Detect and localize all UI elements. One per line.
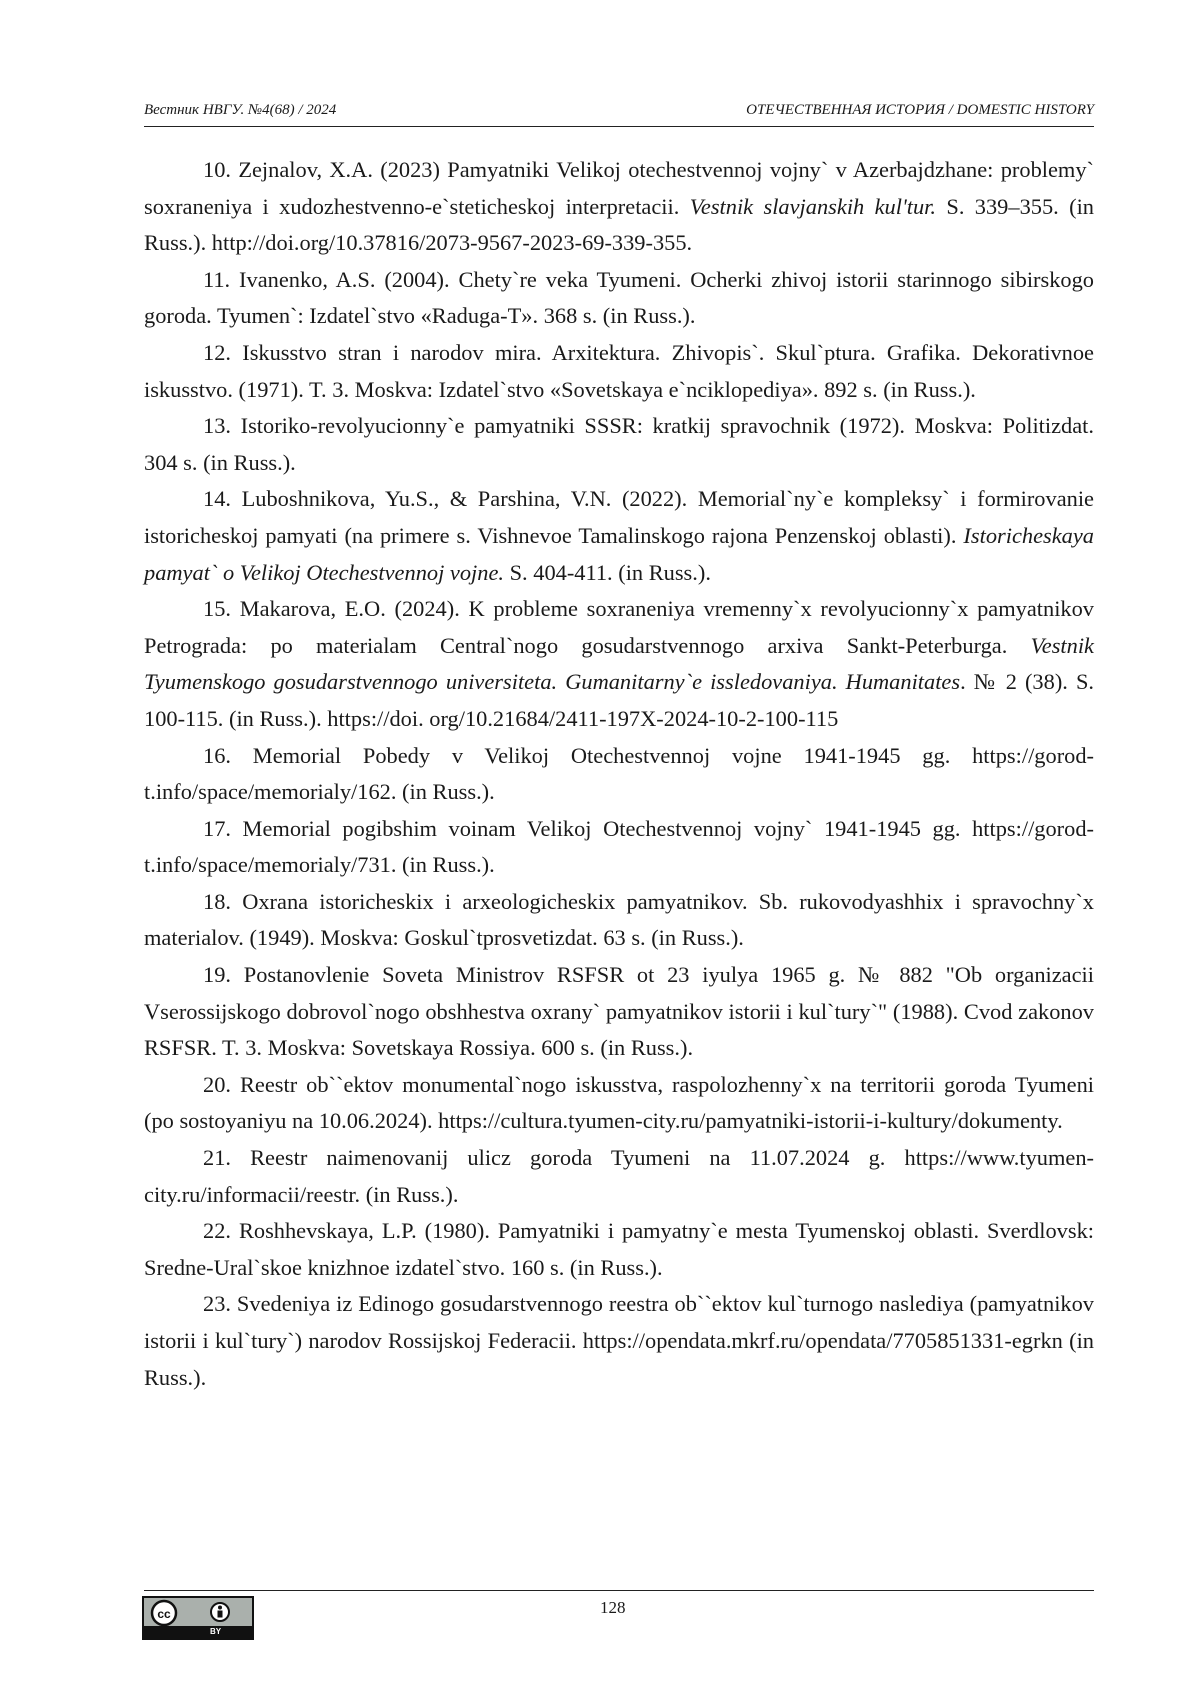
- license-by-label: BY: [210, 1627, 222, 1636]
- reference-entry: [144, 1140, 1094, 1213]
- reference-text: 19. Postanovlenie Soveta Ministrov RSFSR ot 23 iyulya 1965 g. № 882 "Ob organizacii Vserossijskogo dobrovol`nogo obshhestva oxrany` pamyatnikov istorii i kul`tury`" (1988). Cvod zakonov RSFSR. T. 3. Moskva: Sovetskaya Rossiya. 600 s. (in Russ.).: [144, 962, 1094, 1061]
- reference-text-tail: S. 339–355. (in Russ.). http://doi.org/10.37816/2073-9567-2023-69-339-355.: [144, 193, 1094, 256]
- reference-entry: [144, 884, 1094, 957]
- page-number: 128: [600, 1598, 626, 1617]
- reference-text: 23. Svedeniya iz Edinogo gosudarstvennogo reestra ob``ektov kul`turnogo naslediya (pamyatnikov istorii i kul`tury`) narodov Rossijskoj Federacii. https://opendata.mkrf.ru/opendata/7705851331-egrkn (in Russ.).: [144, 1291, 1094, 1390]
- reference-text: 15. Makarova, E.O. (2024). K probleme soxraneniya vremenny`x revolyucionny`x pamyatnikov Petrograda: po materialam Central`nogo gosudarstvennogo arxiva Sankt-Peterburga.: [144, 596, 1094, 658]
- reference-entry: [144, 335, 1094, 408]
- reference-text-tail: S. 404-411. (in Russ.).: [504, 559, 711, 585]
- reference-text: 20. Reestr ob``ektov monumental`nogo iskusstva, raspolozhenny`x na territorii goroda Tyumeni (po sostoyaniyu na 10.06.2024). https://cultura.tyumen-city.ru/pamyatniki-istorii-i-kultury/dokumenty.: [144, 1071, 1094, 1134]
- footer-divider: [144, 1590, 1094, 1591]
- journal-title: Вестник НВГУ. №4(68) / 2024: [144, 102, 337, 118]
- reference-text: 14. Luboshnikova, Yu.S., & Parshina, V.N. (2022). Memorial`ny`e kompleksy` i formirovanie istoricheskoj pamyati (na primere s. Vishnevoe Tamalinskogo rajona Penzenskoj oblasti).: [144, 486, 1094, 548]
- reference-text: 21. Reestr naimenovanij ulicz goroda Tyumeni na 11.07.2024 g. https://www.tyumen-city.ru/informacii/reestr. (in Russ.).: [144, 1145, 1094, 1207]
- section-title: ОТЕЧЕСТВЕННАЯ ИСТОРИЯ / DOMESTIC HISTORY: [746, 102, 1094, 118]
- reference-text: 13. Istoriko-revolyucionny`e pamyatniki SSSR: kratkij spravochnik (1972). Moskva: Politizdat. 304 s. (in Russ.).: [144, 413, 1094, 475]
- reference-entry: [144, 1286, 1094, 1396]
- reference-text: 11. Ivanenko, A.S. (2004). Chety`re veka Tyumeni. Ocherki zhivoj istorii starinnogo sibirskogo goroda. Tyumen`: Izdatel`stvo «Raduga-T». 368 s. (in Russ.).: [144, 266, 1094, 329]
- reference-list: [144, 152, 1094, 1396]
- reference-entry: [144, 481, 1094, 591]
- reference-text: 22. Roshhevskaya, L.P. (1980). Pamyatniki i pamyatny`e mesta Tyumenskoj oblasti. Sverdlovsk: Sredne-Ural`skoe knizhnoe izdatel`stvo. 160 s. (in Russ.).: [144, 1218, 1094, 1280]
- reference-text: 18. Oxrana istoricheskix i arxeologicheskix pamyatnikov. Sb. rukovodyashhix i spravochny`x materialov. (1949). Moskva: Goskul`tprosvetizdat. 63 s. (in Russ.).: [144, 888, 1094, 951]
- reference-text-tail: . № 2 (38). S. 100-115. (in Russ.). https://doi. org/10.21684/2411-197X-2024-10-2-100-115: [144, 669, 1095, 731]
- reference-entry: [144, 262, 1094, 335]
- cc-by-license-badge: [142, 1596, 254, 1640]
- reference-text: 10. Zejnalov, X.A. (2023) Pamyatniki Velikoj otechestvennoj vojny` v Azerbajdzhane: problemy` soxraneniya i xudozhestvenno-e`steticheskoj interpretacii.: [144, 157, 1094, 219]
- reference-entry: [144, 1213, 1094, 1286]
- reference-text: 17. Memorial pogibshim voinam Velikoj Otechestvennoj vojny` 1941-1945 gg. https://gorod-t.info/space/memorialy/731. (in Russ.).: [144, 815, 1094, 878]
- reference-text: 16. Memorial Pobedy v Velikoj Otechestvennoj vojne 1941-1945 gg. https://gorod-t.info/space/memorialy/162. (in Russ.).: [144, 742, 1094, 805]
- reference-text: 12. Iskusstvo stran i narodov mira. Arxitektura. Zhivopis`. Skul`ptura. Grafika. Dekorativnoe iskusstvo. (1971). T. 3. Moskva: Izdatel`stvo «Sovetskaya e`nciklopediya». 892 s. (in Russ.).: [144, 339, 1094, 402]
- reference-entry: [144, 811, 1094, 884]
- reference-source-title: Istoricheskaya pamyat` o Velikoj Otechestvennoj vojne.: [144, 522, 1094, 585]
- reference-entry: [144, 591, 1094, 737]
- reference-source-title: Vestnik Tyumenskogo gosudarstvennogo universiteta. Gumanitarny`e issledovaniya. Humanitates: [144, 632, 1094, 695]
- reference-entry: [144, 408, 1094, 481]
- reference-entry: [144, 1067, 1094, 1140]
- running-header: [144, 100, 1094, 127]
- reference-entry: [144, 957, 1094, 1067]
- reference-entry: [144, 152, 1094, 262]
- reference-source-title: Vestnik slavjanskih kul'tur.: [689, 193, 936, 219]
- svg-text:cc: cc: [157, 1607, 171, 1621]
- reference-entry: [144, 738, 1094, 811]
